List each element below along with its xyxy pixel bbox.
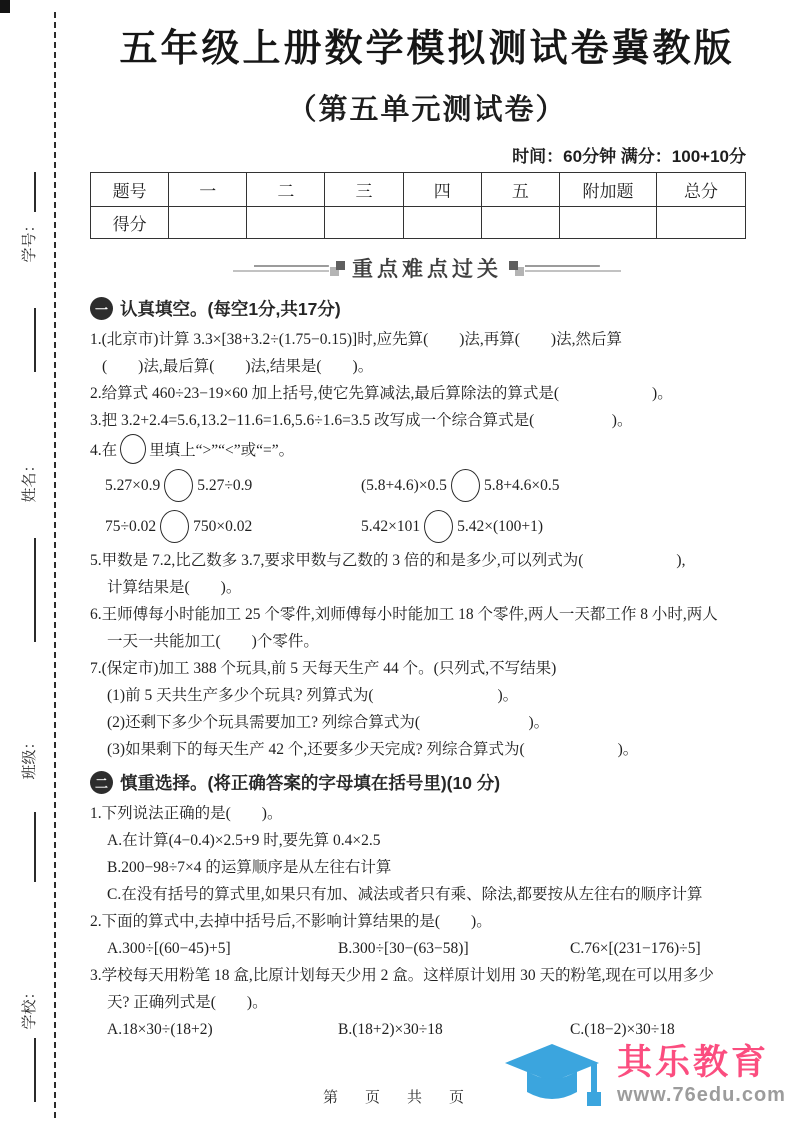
option-b: B.(18+2)×30÷18 [338, 1021, 443, 1038]
question-line: 天? 正确列式是( )。 [107, 994, 268, 1011]
question-line: 计算结果是( )。 [107, 579, 242, 596]
score-empty-cell [481, 207, 559, 239]
expression-right: 750×0.02 [193, 517, 253, 535]
question-text: 里填上“>”“<”或“=”。 [149, 442, 295, 459]
score-table-cell: 总分 [657, 173, 746, 207]
choice-questions [90, 800, 764, 1043]
margin-blank-line [34, 172, 36, 212]
score-table-score-row [91, 207, 746, 239]
option-a: A.18×30÷(18+2) [107, 1021, 213, 1038]
option-row [90, 1016, 764, 1043]
logo-text [617, 1042, 786, 1106]
banner-right-lines [525, 264, 621, 273]
margin-label-class: 班级： [22, 734, 38, 780]
score-empty-cell [169, 207, 247, 239]
question-line: 3.学校每天用粉笔 18 盒,比原计划每天少用 2 盒。这样原计划用 30 天的粉笔,现在可以用多少 [90, 967, 714, 984]
option-c: C.76×[(231−176)÷5] [570, 940, 701, 957]
comparison-item [105, 510, 361, 543]
section-two-header [90, 769, 764, 795]
comparison-item [361, 510, 543, 543]
section-one-number-icon: 一 [90, 297, 113, 320]
score-table-cell: 三 [325, 173, 403, 207]
question-line: 2.给算式 460÷23−19×60 加上括号,使它先算减法,最后算除法的算式是( )。 [90, 385, 673, 402]
score-empty-cell [325, 207, 403, 239]
expression-right: 5.42×(100+1) [457, 517, 544, 535]
score-empty-cell [247, 207, 325, 239]
score-table [90, 172, 746, 239]
question-line: 1.(北京市)计算 3.3×[38+3.2÷(1.75−0.15)]时,应先算( )法,再算( )法,然后算 [90, 331, 622, 348]
comparison-row [90, 506, 764, 547]
expression-right: 5.27÷0.9 [197, 476, 253, 494]
key-points-banner [90, 253, 764, 283]
comparison-item [105, 469, 361, 502]
score-empty-cell [657, 207, 746, 239]
option-line: B.200−98÷7×4 的运算顺序是从左往右计算 [107, 859, 392, 876]
banner-right-quote-icon [509, 261, 518, 270]
option-line: A.在计算(4−0.4)×2.5+9 时,要先算 0.4×2.5 [107, 832, 381, 849]
corner-mark [0, 0, 10, 13]
question-line: 一天一共能加工( )个零件。 [107, 633, 319, 650]
question-text: 4.在 [90, 442, 118, 459]
compare-circle-blank [160, 510, 189, 543]
margin-label-name: 姓名： [22, 457, 38, 503]
score-empty-cell [560, 207, 657, 239]
page-number-footer: 第 页 共 页 [322, 1090, 470, 1106]
question-line: 6.王师傅每小时能加工 25 个零件,刘师傅每小时能加工 18 个零件,两人一天都工作 8 小时,两人 [90, 606, 718, 623]
question-subline: (2)还剩下多少个玩具需要加工? 列综合算式为( )。 [107, 714, 550, 731]
paper-subtitle: （第五单元测试卷） [287, 94, 567, 126]
score-table-cell: 四 [403, 173, 481, 207]
paper-title: 五年级上册数学模拟测试卷冀教版 [119, 28, 735, 70]
banner-left-quote-icon [336, 261, 345, 270]
score-label-cell: 得分 [91, 207, 169, 239]
score-table-cell: 题号 [91, 173, 169, 207]
option-row [90, 935, 764, 962]
score-table-cell: 二 [247, 173, 325, 207]
margin-label-student-id: 学号： [22, 217, 38, 263]
expression-left: 5.27×0.9 [105, 476, 161, 494]
expression-right: 5.8+4.6×0.5 [483, 476, 560, 494]
question-line: ( )法,最后算( )法,结果是( )。 [102, 358, 374, 375]
brand-name: 其乐教育 [617, 1043, 770, 1082]
option-b: B.300÷[30−(63−58)] [338, 940, 469, 957]
expression-left: 5.42×101 [361, 517, 421, 535]
paper-content [90, 0, 764, 1043]
expression-left: (5.8+4.6)×0.5 [361, 476, 447, 494]
banner-left-lines [233, 264, 329, 273]
question-subline: (3)如果剩下的每天生产 42 个,还要多少天完成? 列综合算式为( )。 [107, 741, 639, 758]
option-a: A.300÷[(60−45)+5] [107, 940, 231, 957]
comparison-item [361, 469, 560, 502]
option-c: C.(18−2)×30÷18 [570, 1021, 675, 1038]
score-empty-cell [403, 207, 481, 239]
margin-label-school: 学校： [22, 984, 38, 1030]
banner-text: 重点难点过关 [352, 258, 502, 281]
margin-blank-line [34, 308, 36, 372]
question-line: 3.把 3.2+2.4=5.6,13.2−11.6=1.6,5.6÷1.6=3.5 改写成一个综合算式是( )。 [90, 412, 633, 429]
compare-circle-blank [164, 469, 193, 502]
option-line: C.在没有括号的算式里,如果只有加、减法或者只有乘、除法,都要按从左往右的顺序计算 [107, 886, 703, 903]
score-table-cell: 附加题 [560, 173, 657, 207]
section-one-header [90, 295, 764, 321]
margin-blank-line [34, 812, 36, 882]
score-table-cell: 五 [481, 173, 559, 207]
section-two-title: 慎重选择。(将正确答案的字母填在括号里)(10 分) [120, 772, 501, 793]
compare-circle-blank [120, 434, 146, 464]
compare-circle-blank [451, 469, 480, 502]
question-line: 2.下面的算式中,去掉中括号后,不影响计算结果的是( )。 [90, 913, 492, 930]
question-line: 7.(保定市)加工 388 个玩具,前 5 天每天生产 44 个。(只列式,不写结果) [90, 660, 557, 677]
section-two-number-icon: 二 [90, 771, 113, 794]
margin-blank-line [34, 538, 36, 642]
question-line: 5.甲数是 7.2,比乙数多 3.7,要求甲数与乙数的 3 倍的和是多少,可以列式为( ), [90, 552, 686, 569]
score-table-cell: 一 [169, 173, 247, 207]
comparison-row [90, 465, 764, 506]
expression-left: 75÷0.02 [105, 517, 157, 535]
question-subline: (1)前 5 天共生产多少个玩具? 列算式为( )。 [107, 687, 519, 704]
fill-in-questions [90, 326, 764, 763]
binding-seal-line [54, 12, 56, 1118]
time-score-info: 时间：60分钟 满分：100+10分 [512, 147, 746, 166]
website-url: www.76edu.com [617, 1084, 786, 1106]
publisher-logo [505, 1042, 786, 1120]
section-one-title: 认真填空。(每空1分,共17分) [120, 298, 341, 319]
question-line: 1.下列说法正确的是( )。 [90, 805, 283, 822]
question-line [90, 434, 764, 465]
compare-circle-blank [424, 510, 453, 543]
score-table-header-row [91, 173, 746, 207]
graduation-cap-icon [505, 1042, 613, 1120]
